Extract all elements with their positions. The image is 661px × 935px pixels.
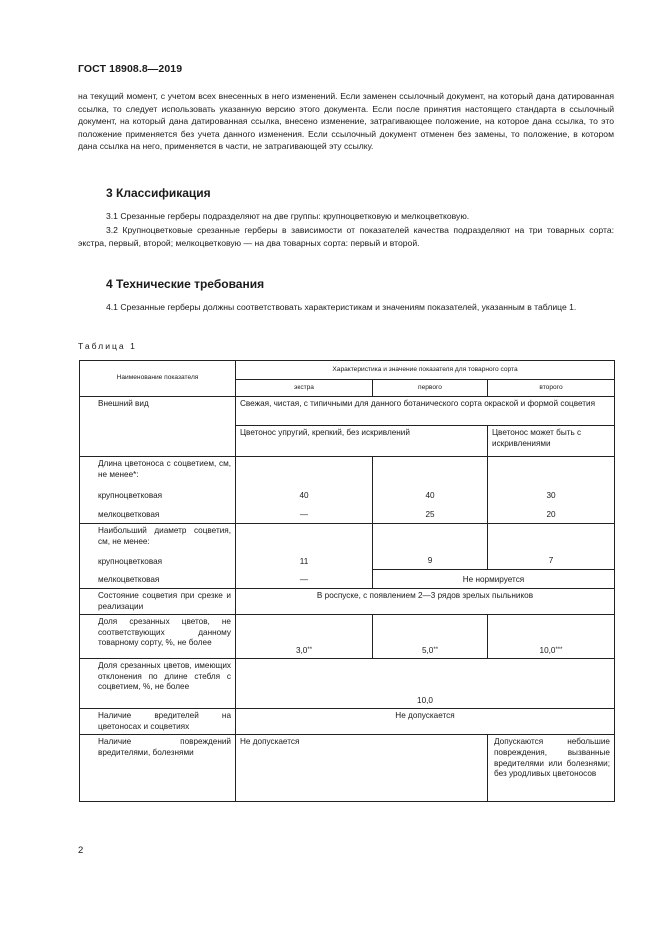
row-mismatch-second [488, 615, 615, 659]
row-condition-value: В роспуске, с появлением 2—3 рядов зрелых пыльников [236, 589, 615, 615]
row-mismatch-first-mark: ** [433, 646, 439, 653]
row-length-small-label: мелкоцветковая [80, 504, 236, 524]
row-diameter-large-second: 7 [488, 550, 615, 570]
section-4-title: 4 Технические требования [106, 277, 265, 291]
header-grade-second: второго [488, 380, 615, 397]
header-grade-first: первого [373, 380, 488, 397]
row-diameter-name: Наибольший диаметр соцветия, см, не менее: [80, 524, 236, 550]
row-deviation-name: Доля срезанных цветов, имеющих отклонения по длине стебля с соцветием, %, не более [80, 659, 236, 709]
row-mismatch-first [373, 615, 488, 659]
row-appearance-common: Свежая, чистая, с типичными для данного ботанического сорта окраской и формой соцветия [236, 397, 615, 426]
row-length-name: Длина цветоноса с соцветием, см, не менее*: [80, 457, 236, 483]
row-diameter-large-label: крупноцветковая [80, 550, 236, 570]
row-length-large-second: 30 [488, 483, 615, 504]
header-indicator: Наименование показателя [80, 361, 236, 397]
row-length-small-first: 25 [373, 504, 488, 524]
row-diameter-small-label: мелкоцветковая [80, 570, 236, 589]
row-appearance-name: Внешний вид [80, 397, 236, 457]
row-mismatch-extra [236, 615, 373, 659]
row-mismatch-second-value: 10,0 [539, 645, 556, 655]
row-appearance-stem-3: Цветонос может быть с искривлениями [488, 426, 615, 457]
row-length-large-label: крупноцветковая [80, 483, 236, 504]
row-damage-name: Наличие повреждений вредителями, болезнями [80, 735, 236, 802]
section-3-1: 3.1 Срезанные герберы подразделяют на две группы: крупноцветковую и мелкоцветковую. [106, 211, 470, 221]
row-damage-value-3: Допускаются небольшие повреждения, вызванные вредителями или болезнями; без уродливых цветоносов [488, 735, 615, 802]
row-length-large-extra: 40 [236, 483, 373, 504]
row-deviation-value: 10,0 [236, 659, 615, 709]
document-header: ГОСТ 18908.8—2019 [78, 63, 183, 75]
page-number: 2 [78, 845, 84, 856]
row-pests-value: Не допускается [236, 709, 615, 735]
row-length-small-extra: — [236, 504, 373, 524]
header-grade-extra: экстра [236, 380, 373, 397]
table-caption: Таблица 1 [78, 341, 137, 351]
requirements-table [79, 360, 615, 802]
row-mismatch-first-value: 5,0 [421, 645, 434, 655]
row-condition-name: Состояние соцветия при срезке и реализации [80, 589, 236, 615]
row-pests-name: Наличие вредителей на цветоносах и соцветиях [80, 709, 236, 735]
row-appearance-stem-12: Цветонос упругий, крепкий, без искривлений [236, 426, 488, 457]
section-3-title: 3 Классификация [106, 186, 211, 200]
row-damage-value-12: Не допускается [236, 735, 488, 802]
section-3-2: 3.2 Крупноцветковые срезанные герберы в зависимости от показателей качества подразделяют на три товарных сорта: экстра, первый, второй; мелкоцветковую — на два товарных сорта: первый и второй. [78, 225, 614, 248]
section-4-1: 4.1 Срезанные герберы должны соответствовать характеристикам и значениям показателей, указанным в таблице 1. [106, 302, 577, 312]
row-diameter-large-first: 9 [373, 550, 488, 570]
row-mismatch-extra-mark: ** [307, 646, 313, 653]
row-diameter-small-rest: Не нормируется [373, 570, 615, 589]
row-length-small-second: 20 [488, 504, 615, 524]
row-length-large-first: 40 [373, 483, 488, 504]
header-group: Характеристика и значение показателя для товарного сорта [236, 361, 615, 380]
intro-paragraph: на текущий момент, с учетом всех внесенных в него изменений. Если заменен ссылочный документ, на который дана датированная ссылка, то следует использовать указанную версию этого документа. Если после принятия настоящего стандарта в ссылочный документ, на который дана датированная ссылка, внесено изменение, затрагивающее положение, на которое дана ссылка, то это положение применяется без учета данного изменения. Если ссылочный документ отменен без замены, то положение, в котором дана ссылка на него, применяется в части, не затрагивающей эту ссылку. [78, 91, 614, 152]
row-mismatch-extra-value: 3,0 [295, 645, 308, 655]
row-mismatch-name: Доля срезанных цветов, не соответствующих данному товарному сорту, %, не более [80, 615, 236, 659]
row-mismatch-second-mark: *** [555, 646, 563, 653]
row-diameter-small-extra: — [236, 570, 373, 589]
row-diameter-large-extra: 11 [236, 550, 373, 570]
